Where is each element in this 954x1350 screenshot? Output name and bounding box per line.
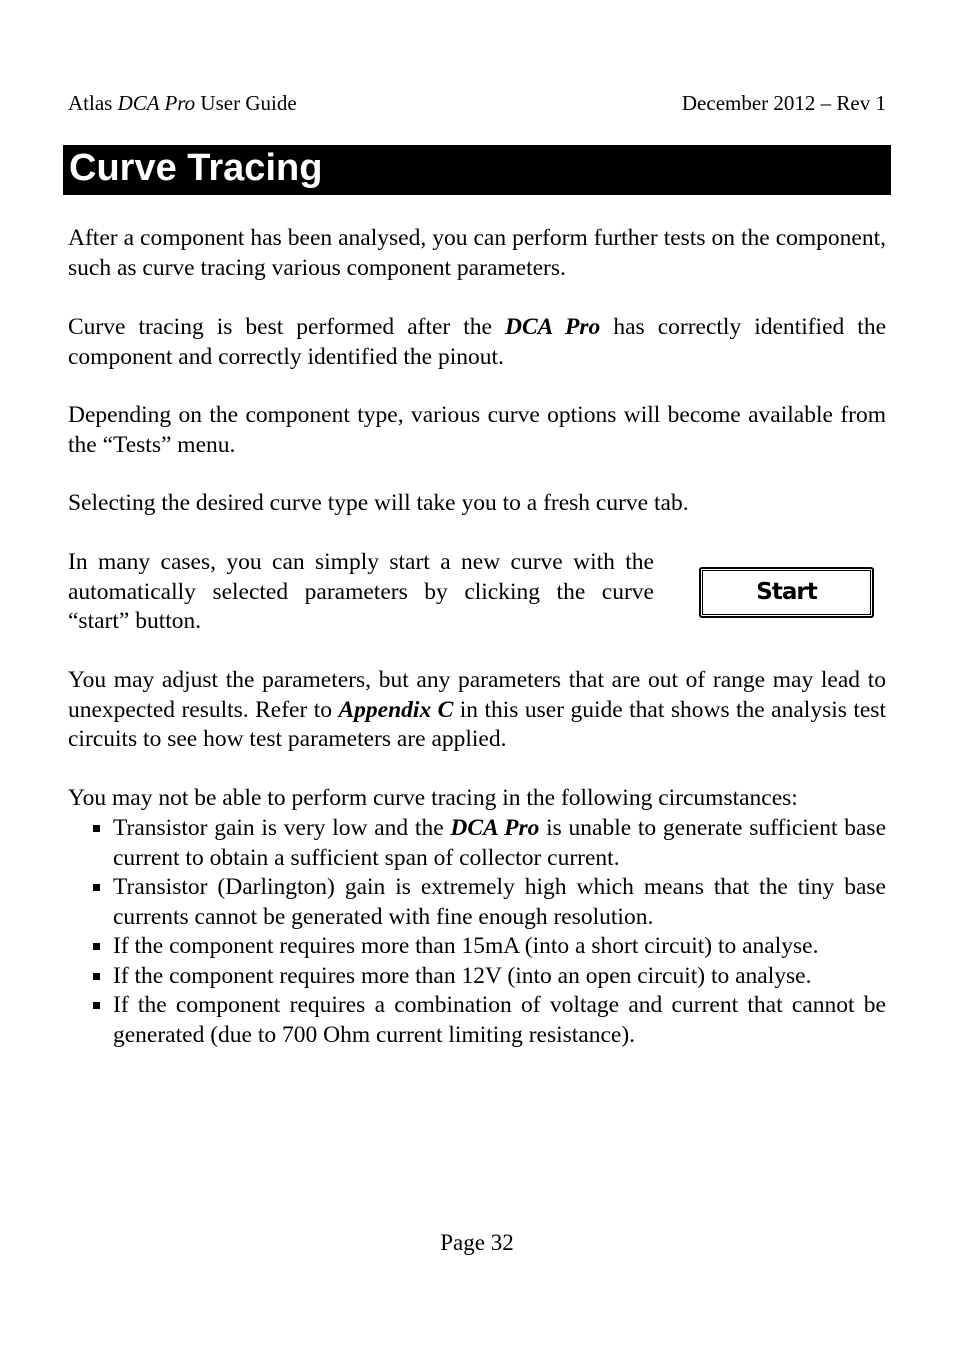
paragraph-intro: After a component has been analysed, you can perform further tests on the component, such as curve tracing various component parameters. [68,225,886,281]
b3-text: If the component requires more than 15mA (into a short circuit) to analyse. [113,933,819,959]
bullet-icon [93,884,100,891]
bullet-icon [93,1002,100,1009]
page-header [68,89,886,117]
start-button[interactable] [699,567,874,618]
section-title: Curve Tracing [69,147,323,189]
paragraph-adjust-parameters [68,666,886,755]
header-document-title [68,89,297,119]
header-product-name: DCA Pro [117,91,196,115]
list-item [68,991,886,1050]
paragraph-tests-menu: Depending on the component type, various curve options will become available from the “Tests” menu. [68,402,886,458]
p2-text-after: has correctly identified the component and correctly identified the pinout. [68,314,887,370]
bullet-icon [93,943,100,950]
paragraph-start-curve: In many cases, you can simply start a new curve with the automatically selected parameters by clicking the curve “start” button. [68,549,654,634]
section-title-bar [63,145,891,195]
paragraph-curve-tab: Selecting the desired curve type will take you to a fresh curve tab. [68,490,689,516]
page-number: Page 32 [440,1230,514,1255]
p6-text-before: You may adjust the parameters, but any parameters that are out of range may lead to unexpected results. Refer to [68,667,886,723]
bullet-icon [93,973,100,980]
circumstances-list [68,814,886,1050]
p6-text-after: in this user guide that shows the analysis test circuits to see how test parameters are applied. [68,696,886,752]
header-revision: December 2012 – Rev 1 [681,91,886,115]
header-prefix: Atlas [68,91,118,115]
list-item [68,814,886,873]
appendix-reference: Appendix C [338,696,454,723]
b4-text: If the component requires more than 12V (into an open circuit) to analyse. [113,962,812,989]
b1-product-name: DCA Pro [450,815,540,841]
p2-product-name: DCA Pro [505,314,601,340]
header-suffix: User Guide [195,91,297,115]
b5-text: If the component requires a combination of voltage and current that cannot be generated (due to 700 Ohm current limiting resistance). [113,992,886,1048]
list-item [68,873,886,932]
paragraph-circumstances: You may not be able to perform curve tracing in the following circumstances: [68,785,798,811]
start-button-label: Start [756,578,817,605]
b1-text-before: Transistor gain is very low and the [113,815,451,841]
bullet-icon [93,825,100,832]
b2-text: Transistor (Darlington) gain is extremely high which means that the tiny base currents cannot be generated with fine enough resolution. [113,874,886,930]
list-item [68,962,886,992]
paragraph-best-performed [68,313,886,372]
list-item [68,932,886,962]
b1-text-after: is unable to generate sufficient base current to obtain a sufficient span of collector current. [113,815,887,871]
p2-text-before: Curve tracing is best performed after the [68,314,505,340]
